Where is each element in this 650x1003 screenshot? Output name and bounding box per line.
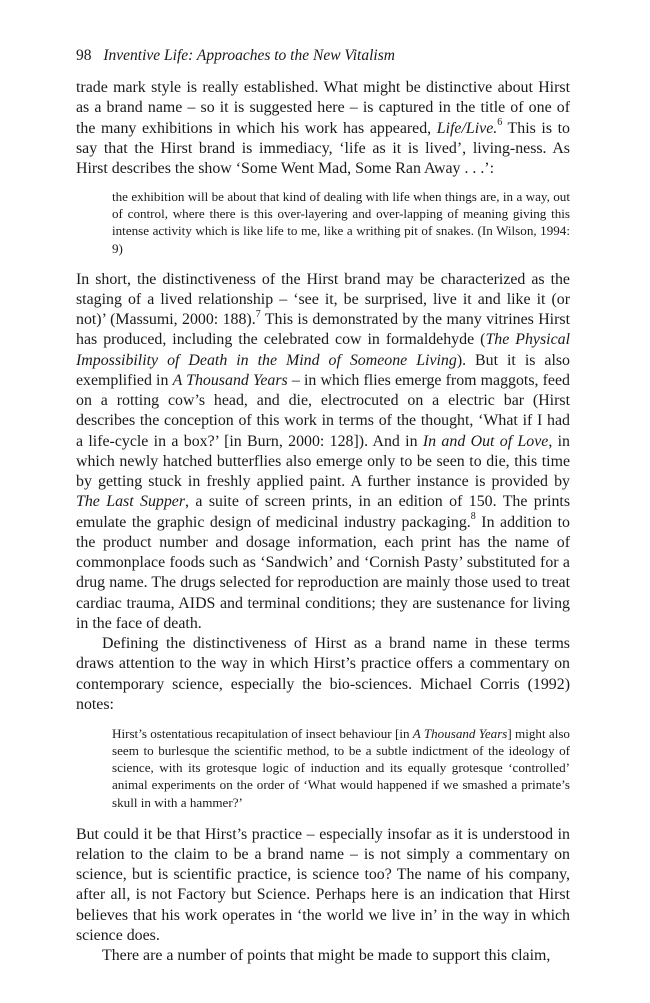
block-quote-corris: Hirst’s ostentatious recapitulation of insect behaviour [in A Thousand Years] might also seem to burlesque the scientific method, to be a subtle indictment of the ideology of science, with its grotesque logic of induction and its equally grotesque ‘controlled’ animal experiments on the order of ‘What would happened if we smashed a primate’s skull in with a hammer?’ <box>112 726 570 810</box>
work-title: The Last Supper <box>76 493 186 511</box>
paragraph-4: But could it be that Hirst’s practice – especially insofar as it is understood in relation to the claim to be a brand name – is not simply a commentary on science, but is scientific practice, is science too? The name of his company, after all, is not Factory but Science. Perhaps here is an indication that Hirst believes that his work operates in ‘the world we live in’ in the way in which science does. <box>76 825 570 944</box>
footnote-ref-6: 6 <box>497 117 503 129</box>
page-number: 98 <box>76 47 92 64</box>
exhibition-title: Life/Live. <box>436 119 498 137</box>
running-title: Inventive Life: Approaches to the New Vitalism <box>103 47 395 64</box>
paragraph-2: In short, the distinctiveness of the Hirst brand may be characterized as the staging of a lived relationship – ‘see it, be surprised, live it and like it (or not)’ (Massumi, 2000: 188).$^7$ This is demonstrated by the many vitrines Hirst has produced, including the celebrated cow in formaldehyde (The Physical Impossibility of Death in the Mind of Someone Living). But it is also exemplified in A Thousand Years – in which flies emerge from maggots, feed on a rotting cow’s head, and die, electrocuted on a electric bar (Hirst describes the conception of this work in terms of the thought, ‘What if I had a life-cycle in a box?’ [in Burn, 2000: 128]). And in In and Out of Love, in which newly hatched butterflies also emerge only to be seen to die, this time by getting stuck in freshly applied paint. A further instance is provided by The Last Supper, a suite of screen prints, in an edition of 150. The prints emulate the graphic design of medicinal industry packaging.$^8$ In addition to the product number and dosage information, each print has the name of commonplace foods such as ‘Sandwich’ and ‘Cornish Pasty’ substituted for a drug name. The drugs selected for reproduction are mainly those used to treat cardiac trauma, AIDS and terminal conditions; they are sustenance for living in the face of death. <box>76 270 571 632</box>
paragraph-1: trade mark style is really established. What might be distinctive about Hirst as a brand name – so it is suggested here – is captured in the title of one of the many exhibitions in which his work has appeared, Life/Live.$^6$ This is to say that the Hirst brand is immediacy, ‘life as it is lived’, living-ness. As Hirst describes the show ‘Some Went Mad, Some Ran Away . . .’: <box>76 79 570 177</box>
paragraph-5: There are a number of points that might be made to support this claim, <box>102 947 551 965</box>
work-title: A Thousand Years <box>172 371 288 389</box>
footnote-ref-7: 7 <box>255 308 261 320</box>
block-quote-hirst: the exhibition will be about that kind of dealing with life when things are, in a way, out of control, where there is this over-layering and over-lapping of meaning giving this intense activity which is like life to me, like a writhing pit of snakes. (In Wilson, 1994: 9) <box>112 189 570 256</box>
work-title: A Thousand Years <box>412 726 508 742</box>
page-body <box>76 78 570 966</box>
work-title: In and Out of Love <box>422 432 549 450</box>
footnote-ref-8: 8 <box>470 511 476 523</box>
running-header <box>76 46 576 66</box>
paragraph-3: Defining the distinctiveness of Hirst as a brand name in these terms draws attention to the way in which Hirst’s practice offers a commentary on contemporary science, especially the bio-sciences. Michael Corris (1992) notes: <box>76 635 570 713</box>
work-title: The Physical Impossibility of Death in the Mind of Someone Living <box>76 331 570 369</box>
